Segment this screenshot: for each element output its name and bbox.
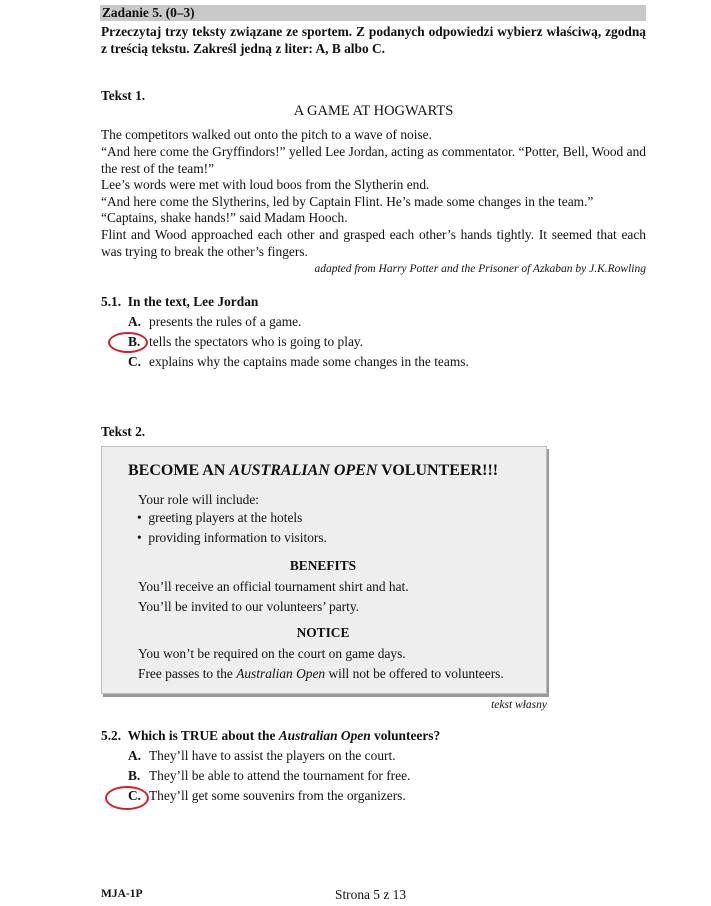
answer-option-a[interactable] xyxy=(128,314,301,330)
answer-circle-mark xyxy=(105,786,149,810)
option-text: presents the rules of a game. xyxy=(149,314,302,329)
text1-paragraph: “Captains, shake hands!” said Madam Hooch. xyxy=(101,210,348,225)
question-stem: volunteers? xyxy=(370,728,441,743)
text1-title: A GAME AT HOGWARTS xyxy=(293,103,454,119)
text1-paragraph: Lee’s words were met with loud boos from the Slytherin end. xyxy=(101,177,430,192)
notice-heading: NOTICE xyxy=(296,625,350,640)
role-bullet: • providing information to visitors. xyxy=(137,530,327,545)
benefit-line: You’ll receive an official tournament shirt and hat. xyxy=(138,579,409,594)
notice-part: will not be offered to volunteers. xyxy=(325,666,504,681)
benefits-heading: BENEFITS xyxy=(289,558,357,573)
question-number: 5.2. xyxy=(101,728,122,743)
question-number: 5.1. xyxy=(101,294,122,309)
role-bullet-text: greeting players at the hotels xyxy=(148,510,303,525)
advert-title-part: BECOME AN xyxy=(128,462,230,479)
option-text: tells the spectators who is going to play. xyxy=(149,334,364,349)
text1-paragraph: “And here come the Gryffindors!” yelled Lee Jordan, acting as commentator. “Potter, Bell, Wood and the rest of the team!” xyxy=(101,144,646,176)
notice-line xyxy=(138,664,504,684)
option-text: They’ll get some souvenirs from the organizers. xyxy=(149,788,406,803)
option-letter: B. xyxy=(128,334,141,349)
page-number: Strona 5 z 13 xyxy=(335,887,407,902)
option-text: explains why the captains made some changes in the teams. xyxy=(149,354,469,369)
task-instruction: Przeczytaj trzy teksty związane ze sportem. Z podanych odpowiedzi wybierz właściwą, zgodną z treścią tekstu. Zakreśl jedną z liter: A, B albo C. xyxy=(101,24,646,56)
option-letter: B. xyxy=(128,768,141,783)
question-stem: Which is TRUE about the xyxy=(127,728,279,743)
role-bullet: • greeting players at the hotels xyxy=(137,510,303,525)
text1-paragraph: The competitors walked out onto the pitch to a wave of noise. xyxy=(101,127,432,142)
question-5-2 xyxy=(101,728,440,744)
task-title: Zadanie 5. (0–3) xyxy=(102,5,195,20)
advert-title xyxy=(128,462,498,480)
question-stem-emphasis: Australian Open xyxy=(278,728,371,743)
question-5-1 xyxy=(101,294,258,310)
answer-option-b[interactable] xyxy=(128,768,410,784)
notice-line: You won’t be required on the court on game days. xyxy=(138,646,406,661)
answer-option-b[interactable] xyxy=(128,334,363,350)
advert-title-emphasis: AUSTRALIAN OPEN xyxy=(229,462,378,479)
answer-circle-mark xyxy=(108,332,148,353)
text1-paragraph: Flint and Wood approached each other and grasped each other’s hands tightly. It seemed that each was trying to break the other’s fingers. xyxy=(101,227,646,259)
exam-code: MJA-1P xyxy=(101,888,143,900)
notice-emphasis: Australian Open xyxy=(236,666,326,681)
benefit-line: You’ll be invited to our volunteers’ party. xyxy=(138,599,360,614)
option-text: They’ll have to assist the players on the court. xyxy=(149,748,396,763)
option-text: They’ll be able to attend the tournament for free. xyxy=(149,768,411,783)
text2-source: tekst własny xyxy=(491,699,547,711)
option-letter: C. xyxy=(128,788,142,803)
advert-title-part: VOLUNTEER!!! xyxy=(377,462,499,479)
answer-option-a[interactable] xyxy=(128,748,396,764)
text1-paragraph: “And here come the Slytherins, led by Captain Flint. He’s made some changes in the team.” xyxy=(101,194,594,209)
option-letter: C. xyxy=(128,354,142,369)
question-stem: In the text, Lee Jordan xyxy=(127,294,259,309)
text1-source: adapted from Harry Potter and the Prisoner of Azkaban by J.K.Rowling xyxy=(314,263,646,275)
text2-label: Tekst 2. xyxy=(101,424,146,439)
answer-option-c[interactable] xyxy=(128,354,469,370)
notice-part: Free passes to the xyxy=(138,666,237,681)
answer-option-c[interactable] xyxy=(128,788,406,804)
role-intro: Your role will include: xyxy=(138,492,260,507)
text1-label: Tekst 1. xyxy=(101,88,146,103)
option-letter: A. xyxy=(128,748,142,763)
role-bullet-text: providing information to visitors. xyxy=(148,530,327,545)
option-letter: A. xyxy=(128,314,142,329)
